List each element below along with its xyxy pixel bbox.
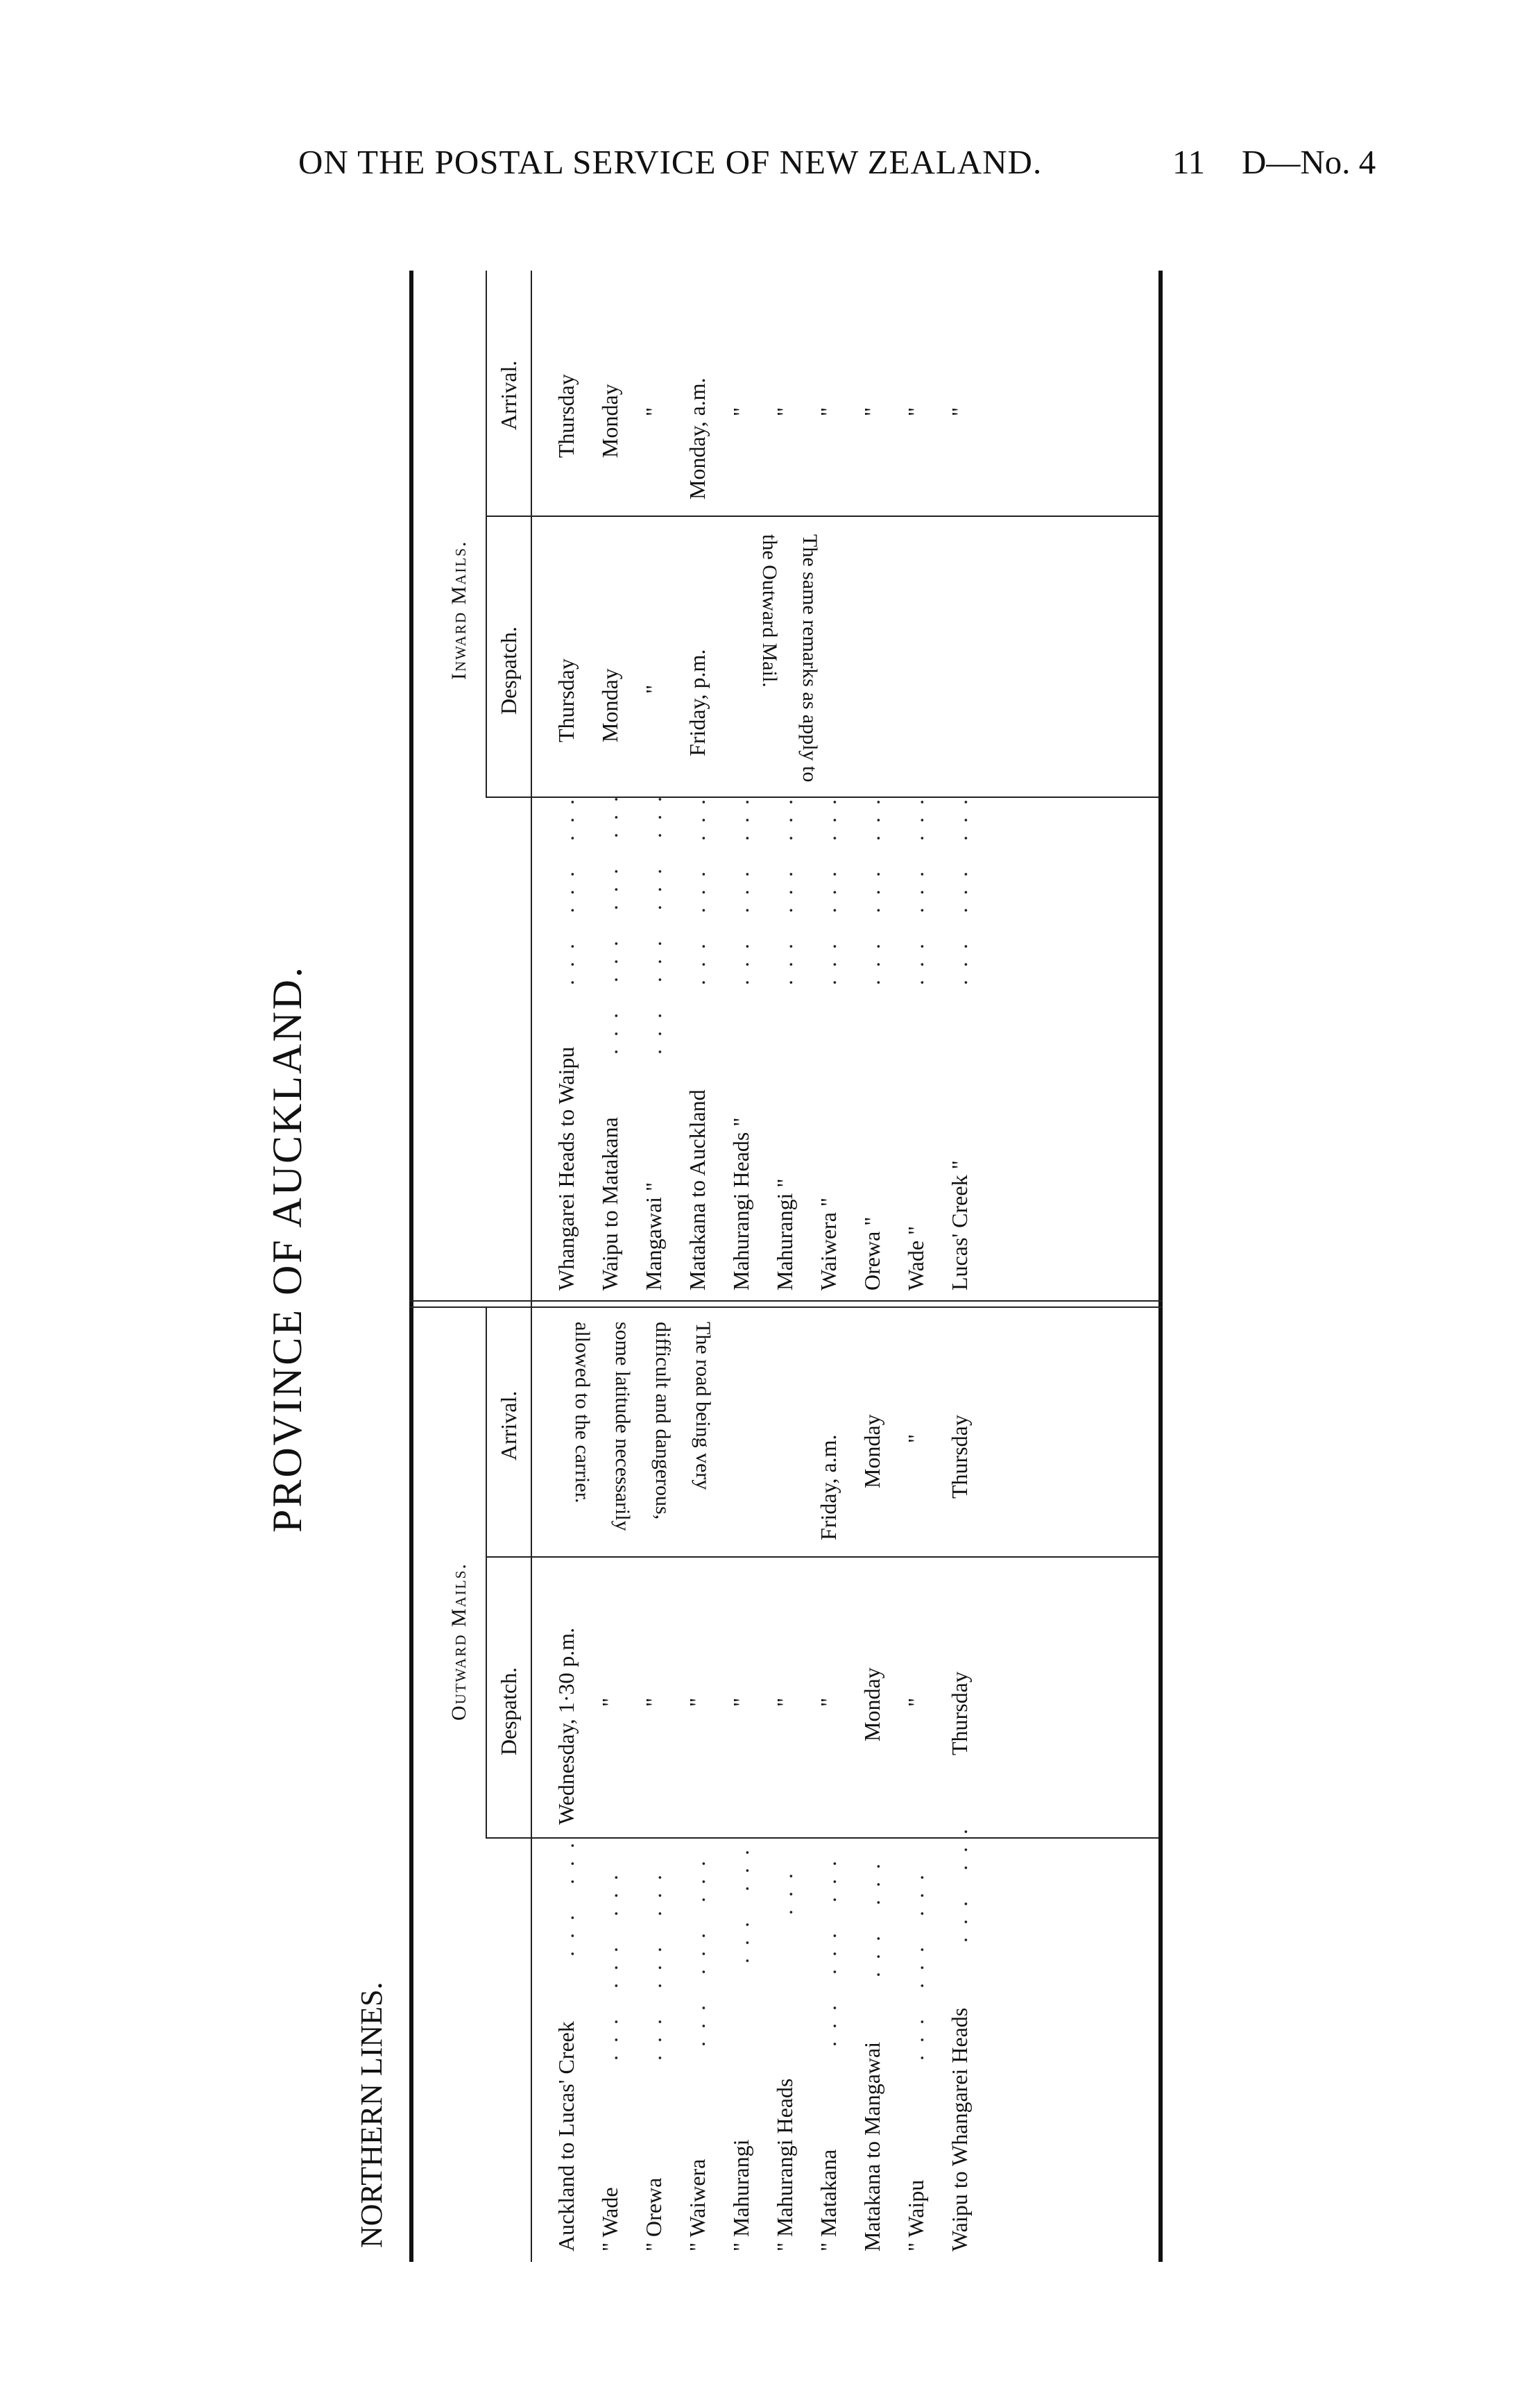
outward-route: " Mahurangi Heads — [772, 2078, 797, 2251]
dot-leader: ... ... ... — [816, 1848, 841, 2047]
outward-despatch: " — [903, 1697, 928, 1707]
dot-leader: ... ... ... — [685, 1848, 710, 2047]
document-reference: D—No. 4 — [1242, 143, 1376, 181]
outward-arrival: " — [903, 1433, 928, 1443]
inward-despatch-header: Despatch. — [496, 626, 521, 715]
outward-despatch-header: Despatch. — [496, 1667, 521, 1755]
inward-arrival: " — [641, 407, 666, 416]
inward-route: Whangarei Heads to Waipu — [554, 1046, 579, 1291]
dot-leader: ... ... ... ... — [597, 784, 622, 1055]
outward-route: Auckland to Lucas' Creek — [554, 2021, 579, 2251]
inward-despatch: " — [641, 684, 666, 694]
dot-leader: ... ... ... — [728, 787, 753, 985]
inward-arrival: Monday, a.m. — [685, 377, 710, 500]
outward-despatch: " — [772, 1697, 797, 1707]
table-top-rule — [409, 271, 413, 2262]
dot-leader: ... ... — [859, 1851, 884, 1977]
outward-route: " Matakana — [816, 2149, 841, 2251]
dot-leader: ... ... ... — [597, 1862, 622, 2061]
outward-despatch: " — [816, 1697, 841, 1707]
outward-despatch: Wednesday, 1·30 p.m. — [554, 1627, 579, 1825]
inward-route: Matakana to Auckland — [685, 1089, 710, 1291]
dot-leader: ... ... ... — [641, 1862, 666, 2061]
inward-mails-label: Inward Mails. — [447, 540, 470, 680]
dot-leader: ... ... ... — [903, 1862, 928, 2061]
outward-mails-label: Outward Mails. — [447, 1562, 470, 1721]
inward-arrival: Monday — [597, 384, 622, 458]
outward-despatch: " — [597, 1697, 622, 1707]
outward-despatch: " — [685, 1697, 710, 1707]
outward-despatch: " — [641, 1697, 666, 1707]
running-head-title: ON THE POSTAL SERVICE OF NEW ZEALAND. — [298, 143, 1043, 181]
inward-route: Waipu to Matakana — [597, 1117, 622, 1291]
outward-despatch: Thursday — [947, 1671, 972, 1755]
outward-arrival: Friday, a.m. — [816, 1434, 841, 1540]
dot-leader: ... ... — [554, 1830, 579, 1957]
inward-despatch: Monday — [597, 668, 622, 742]
inward-arrival: " — [728, 407, 753, 416]
outward-despatch: " — [728, 1697, 753, 1707]
inward-route: Lucas' Creek " — [947, 1160, 972, 1291]
dot-leader: ... ... ... — [772, 787, 797, 985]
running-head — [0, 118, 1540, 180]
dot-leader: ... ... ... — [816, 787, 841, 985]
outward-route: " Waiwera — [685, 2158, 710, 2251]
divider-rule-a — [409, 1306, 1163, 1308]
dot-leader: ... ... ... — [903, 787, 928, 985]
inward-arrival: " — [947, 407, 972, 416]
dot-leader: ... ... — [728, 1837, 753, 1964]
dot-leader: ... ... ... — [947, 787, 972, 985]
inward-despatch: Friday, p.m. — [685, 649, 710, 756]
outward-arrival: Thursday — [947, 1415, 972, 1499]
inward-group-rule — [486, 271, 487, 798]
outward-route: " Wade — [597, 2187, 622, 2251]
outward-group-rule — [486, 1308, 487, 1839]
section-heading: NORTHERN LINES. — [354, 1982, 388, 2248]
header-rule — [531, 271, 532, 2262]
inward-route: Orewa " — [859, 1216, 884, 1291]
inward-route: Mahurangi " — [772, 1178, 797, 1291]
province-heading: PROVINCE OF AUCKLAND. — [264, 964, 310, 1533]
inward-arrival: Thursday — [554, 374, 579, 458]
inward-arrival: " — [772, 407, 797, 416]
inward-route: Mangawai " — [641, 1182, 666, 1291]
dot-leader: ... — [772, 1861, 797, 1915]
inward-arrival-header: Arrival. — [496, 360, 521, 430]
inward-arrival: " — [859, 407, 884, 416]
outward-route: " Waipu — [903, 2179, 928, 2251]
outward-route: " Mahurangi — [728, 2139, 753, 2251]
outward-note: The road being very difficult and dangerous, some latitude necessarily allowed to the carrier. — [571, 1322, 715, 1531]
inward-route: Mahurangi Heads " — [728, 1117, 753, 1291]
dot-leader: ... ... — [947, 1816, 972, 1943]
inward-despatch: Thursday — [554, 658, 579, 742]
inward-route: Waiwera " — [816, 1198, 841, 1291]
outward-col-rule-1 — [486, 1837, 1158, 1839]
landscape-table-block — [264, 208, 1207, 2290]
inward-arrival: " — [903, 407, 928, 416]
outward-route: " Orewa — [641, 2177, 666, 2251]
inward-note: The same remarks as apply to the Outward Mail. — [758, 534, 821, 783]
inward-col-rule-2 — [486, 516, 1158, 517]
dot-leader: ... ... ... — [685, 787, 710, 985]
dot-leader: ... ... ... — [859, 787, 884, 985]
outward-col-rule-2 — [486, 1556, 1158, 1558]
table-bottom-rule — [1158, 271, 1163, 2262]
outward-arrival: Monday — [859, 1414, 884, 1488]
dot-leader: ... ... ... ... — [641, 784, 666, 1055]
dot-leader: ... ... ... — [554, 787, 579, 985]
inward-arrival: " — [816, 407, 841, 416]
outward-route: Waipu to Whangarei Heads — [947, 2007, 972, 2251]
page-number: 11 — [1172, 143, 1206, 181]
outward-route: Matakana to Mangawai — [859, 2041, 884, 2251]
outward-arrival-header: Arrival. — [496, 1390, 521, 1461]
inward-route: Wade " — [903, 1225, 928, 1291]
outward-despatch: Monday — [859, 1667, 884, 1741]
divider-rule-b — [409, 1300, 1163, 1302]
